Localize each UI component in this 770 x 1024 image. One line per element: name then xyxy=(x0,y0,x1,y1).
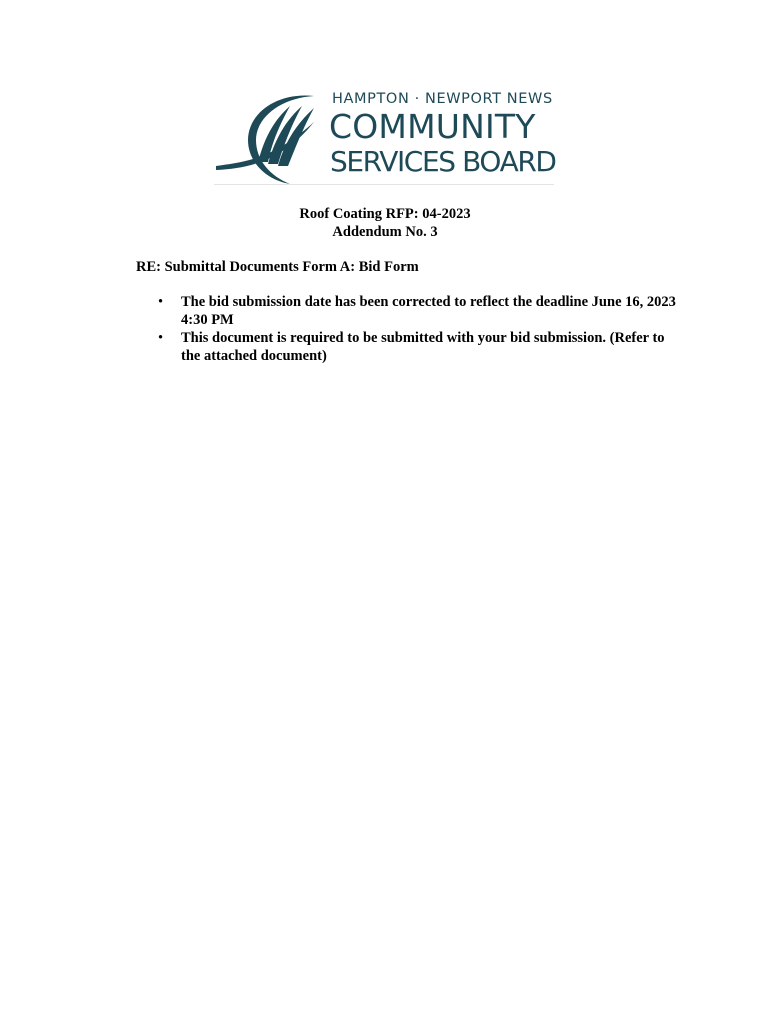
document-subtitle: Addendum No. 3 xyxy=(332,224,438,240)
document-title: Roof Coating RFP: 04-2023 xyxy=(299,206,471,222)
logo-divider xyxy=(214,184,554,185)
bullet-dot: • xyxy=(158,294,164,310)
list-item-text: This document is required to be submitted with your bid submission. (Refer to the attached document) xyxy=(181,330,665,364)
logo-text-community: COMMUNITY xyxy=(329,107,536,146)
logo-text-services-board: SERVICES BOARD xyxy=(330,145,556,178)
bullet-list xyxy=(136,294,676,366)
list-item xyxy=(136,330,676,365)
list-item-text: The bid submission date has been corrected to reflect the deadline June 16, 2023 4:30 PM xyxy=(181,294,676,328)
list-item xyxy=(136,294,676,329)
organization-logo xyxy=(214,88,554,186)
re-subject-line: RE: Submittal Documents Form A: Bid Form xyxy=(136,259,419,275)
bullet-dot: • xyxy=(158,330,164,346)
swoosh-mark-icon xyxy=(214,88,332,186)
logo-text-hampton-newport-news: HAMPTON · NEWPORT NEWS xyxy=(332,91,553,107)
